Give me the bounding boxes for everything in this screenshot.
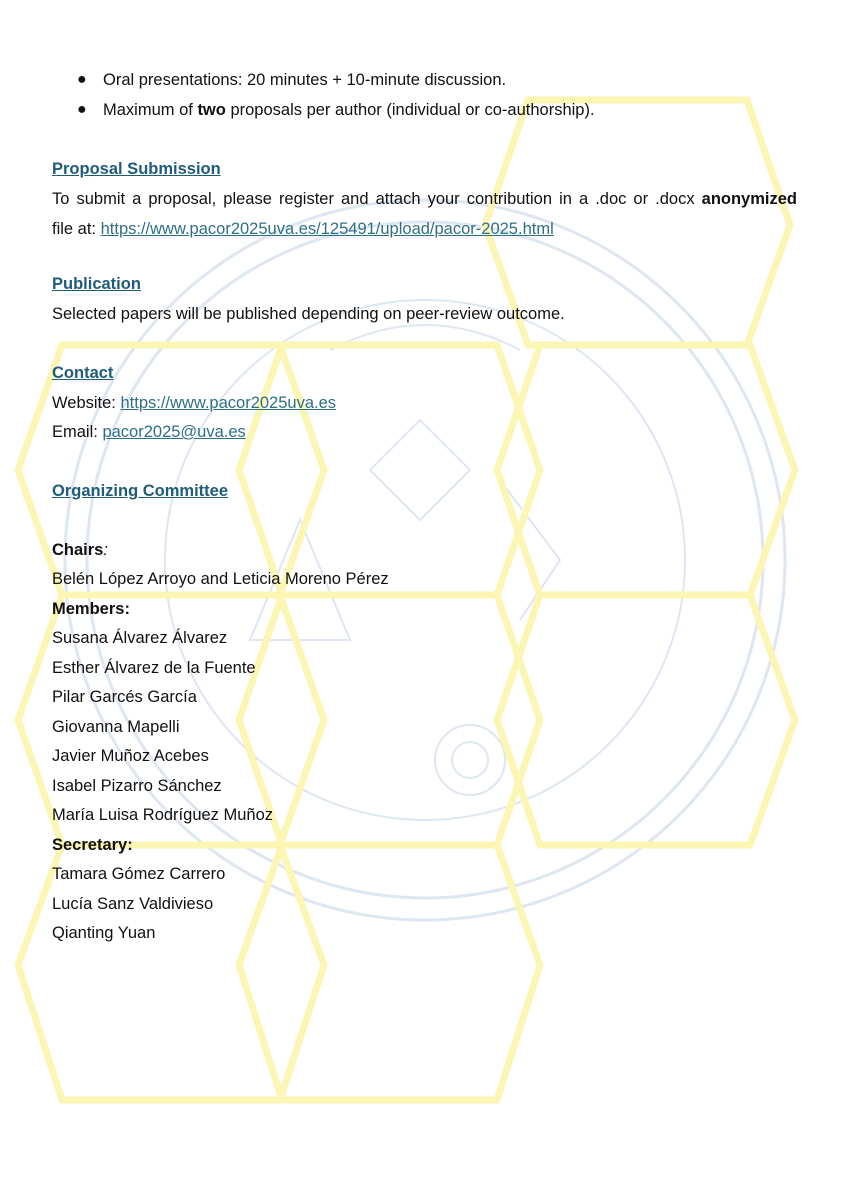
contact-heading: Contact xyxy=(52,364,114,382)
bullet-marker: ● xyxy=(77,71,87,88)
contact-email xyxy=(52,422,246,442)
bullet-max-proposals xyxy=(103,100,595,120)
email-label: Email: xyxy=(52,423,103,441)
chairs-names: Belén López Arroyo and Leticia Moreno Pérez xyxy=(52,570,389,588)
member-name: Pilar Garcés García xyxy=(52,688,197,706)
publication-text: Selected papers will be published depending on peer-review outcome. xyxy=(52,305,565,323)
member-name: Susana Álvarez Álvarez xyxy=(52,629,228,647)
bullet-marker: ● xyxy=(77,101,87,118)
publication-heading: Publication xyxy=(52,275,141,293)
secretary-name: Qianting Yuan xyxy=(52,924,156,942)
bullet-emphasis: two xyxy=(197,101,226,119)
organizing-committee-heading: Organizing Committee xyxy=(52,482,229,500)
chairs-colon: : xyxy=(103,541,108,559)
chairs-label: Chairs xyxy=(52,541,104,559)
member-name: María Luisa Rodríguez Muñoz xyxy=(52,806,274,824)
upload-link[interactable]: https://www.pacor2025uva.es/125491/upload/pacor-2025.html xyxy=(100,220,554,238)
member-name: Javier Muñoz Acebes xyxy=(52,747,209,765)
bullet-text: Maximum of xyxy=(103,101,198,119)
website-label: Website: xyxy=(52,394,121,412)
member-name: Esther Álvarez de la Fuente xyxy=(52,659,256,677)
secretary-label: Secretary: xyxy=(52,836,133,854)
bullet-text: proposals per author (individual or co-authorship). xyxy=(225,101,595,119)
proposal-submission-heading: Proposal Submission xyxy=(52,160,221,178)
members-label: Members: xyxy=(52,600,130,618)
secretary-name: Lucía Sanz Valdivieso xyxy=(52,895,214,913)
chairs-label-line xyxy=(52,540,108,560)
secretary-name: Tamara Gómez Carrero xyxy=(52,865,226,883)
bullet-text: Oral presentations: 20 minutes + 10-minute discussion. xyxy=(103,71,507,89)
email-link[interactable]: pacor2025@uva.es xyxy=(102,423,246,441)
proposal-emphasis: anonymized xyxy=(701,190,797,208)
bullet-oral-presentations xyxy=(103,70,506,90)
proposal-link-line xyxy=(52,219,554,239)
website-link[interactable]: https://www.pacor2025uva.es xyxy=(120,394,337,412)
proposal-text: To submit a proposal, please register and attach your contribution in a .doc or .docx xyxy=(52,190,702,208)
proposal-instructions xyxy=(52,189,797,209)
contact-website xyxy=(52,393,336,413)
proposal-link-label: file at: xyxy=(52,220,101,238)
member-name: Giovanna Mapelli xyxy=(52,718,180,736)
member-name: Isabel Pizarro Sánchez xyxy=(52,777,222,795)
